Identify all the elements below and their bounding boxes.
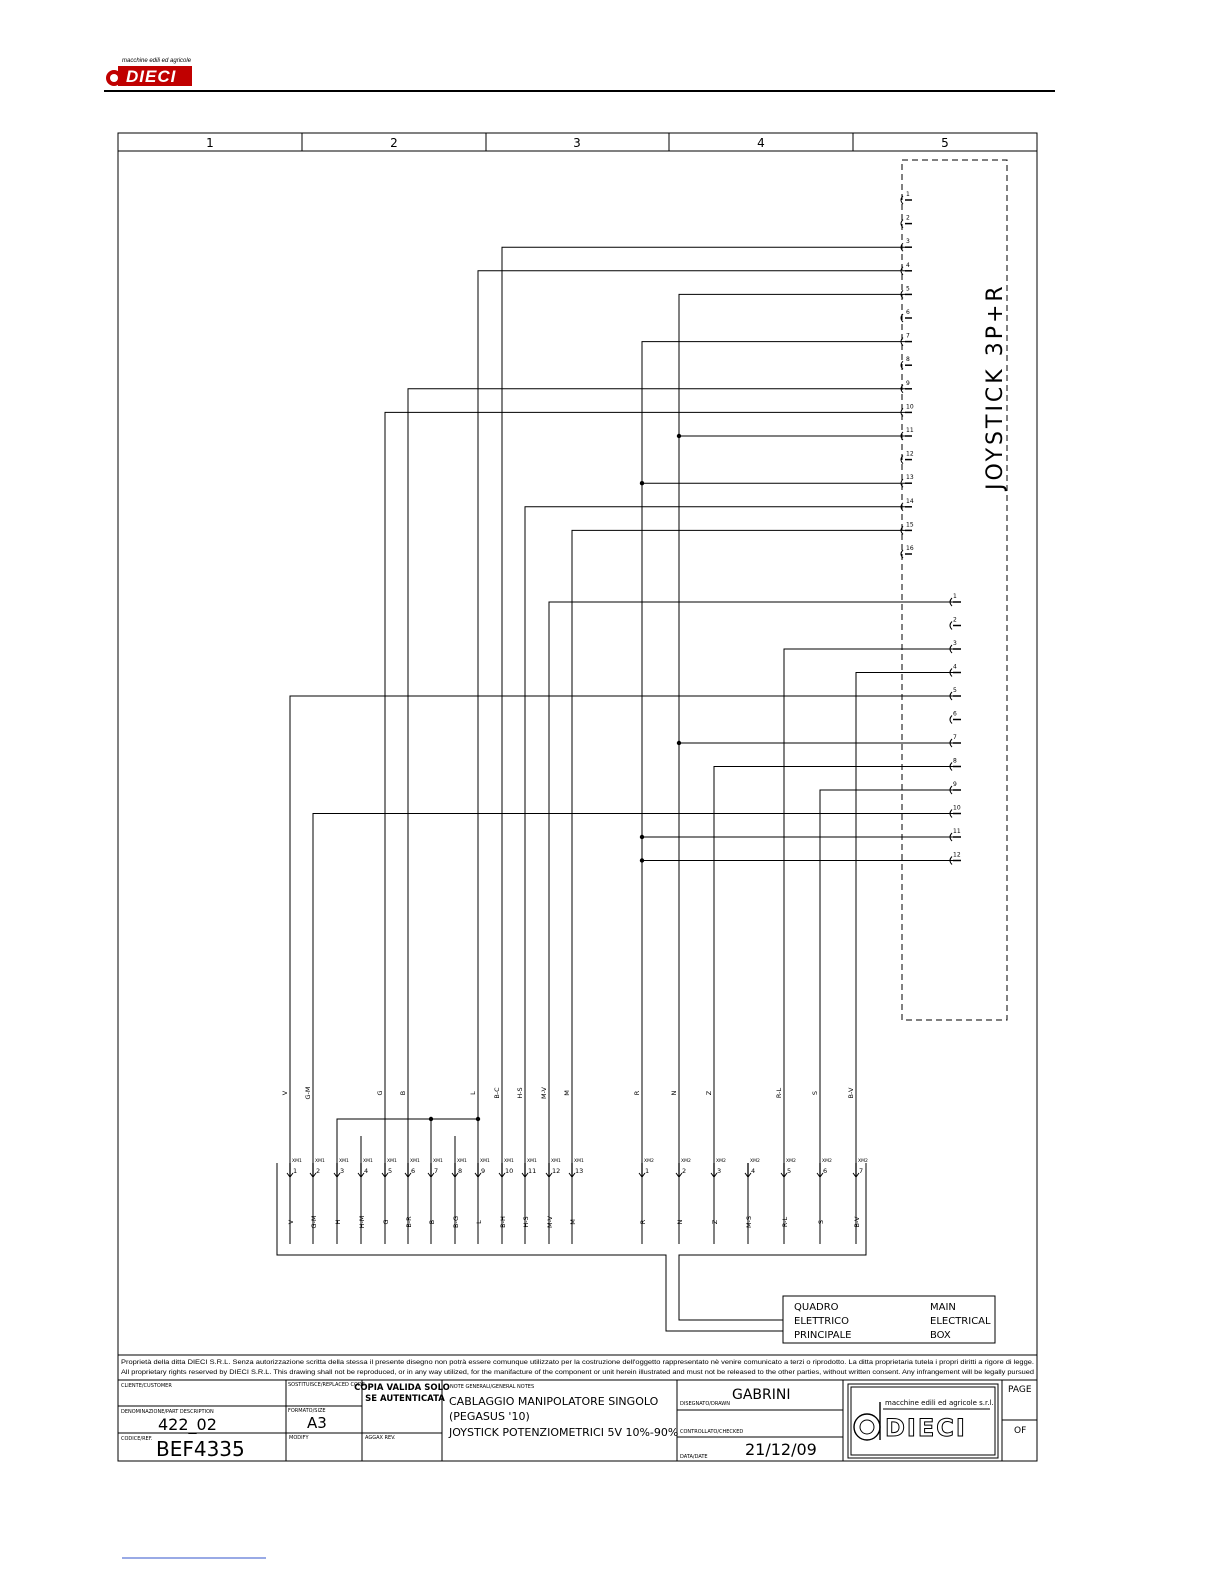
connector2-pin bbox=[950, 805, 961, 818]
terminal bbox=[546, 1158, 561, 1244]
wire-top-label: R bbox=[633, 1090, 641, 1096]
date-label: DATA/DATE bbox=[680, 1454, 708, 1460]
junction-dot bbox=[640, 858, 644, 862]
notes-line-1: CABLAGGIO MANIPOLATORE SINGOLO bbox=[449, 1395, 659, 1408]
joystick-pin-label: 1 bbox=[906, 191, 910, 198]
wire bbox=[502, 247, 905, 1163]
terminal-conn: XM1 bbox=[363, 1159, 373, 1164]
terminal-conn: XM2 bbox=[858, 1159, 868, 1164]
column-label: 1 bbox=[206, 136, 214, 150]
checked-label: CONTROLLATO/CHECKED bbox=[680, 1429, 744, 1435]
terminal-wire-label: B-R bbox=[405, 1216, 413, 1228]
terminal-conn: XM1 bbox=[551, 1159, 561, 1164]
wire bbox=[820, 790, 953, 1163]
terminal-wire-label: B-H bbox=[499, 1216, 507, 1228]
joystick-pin bbox=[901, 403, 914, 416]
connector2-pin-label: 1 bbox=[953, 593, 957, 600]
connector2-pin bbox=[950, 593, 961, 606]
terminal-pin: 6 bbox=[823, 1167, 828, 1175]
terminal bbox=[428, 1158, 443, 1244]
wire-top-label: N bbox=[670, 1090, 678, 1096]
joystick-pin bbox=[901, 309, 912, 322]
connector2-pin-label: 4 bbox=[953, 663, 957, 671]
terminal-wire-label: Z bbox=[711, 1219, 719, 1225]
joystick-pin bbox=[901, 356, 912, 369]
terminal bbox=[475, 1158, 490, 1244]
junction-dot bbox=[429, 1117, 433, 1121]
wire-top-label: R-L bbox=[775, 1087, 783, 1099]
terminal-pin: 11 bbox=[528, 1167, 537, 1175]
terminal bbox=[817, 1158, 832, 1244]
title-block-logo bbox=[854, 1399, 994, 1442]
joystick-pin-label: 10 bbox=[906, 403, 914, 411]
terminal-pin: 2 bbox=[316, 1167, 321, 1175]
wire-top-label: M-V bbox=[540, 1086, 548, 1100]
joystick-pin-label: 4 bbox=[906, 261, 910, 269]
joystick-pin bbox=[901, 238, 912, 251]
column-label: 3 bbox=[573, 136, 581, 150]
drawn-label: DISEGNATO/DRAWN bbox=[680, 1401, 730, 1407]
joystick-pin bbox=[901, 380, 912, 393]
joystick-pin bbox=[901, 285, 912, 298]
wire-top-label: B bbox=[399, 1090, 407, 1096]
wire-top-label: Z bbox=[705, 1090, 713, 1096]
connector2-pin bbox=[950, 828, 961, 841]
junction-dot bbox=[640, 835, 644, 839]
terminal-conn: XM1 bbox=[387, 1159, 397, 1164]
terminal-conn: XM1 bbox=[410, 1159, 420, 1164]
notes-line-2: (PEGASUS '10) bbox=[449, 1410, 530, 1423]
wire bbox=[408, 389, 905, 1163]
connector2-pin bbox=[950, 640, 961, 653]
terminal-conn: XM1 bbox=[457, 1159, 467, 1164]
joystick-pin-label: 16 bbox=[906, 545, 914, 552]
terminal bbox=[452, 1158, 467, 1244]
column-label: 4 bbox=[757, 136, 765, 150]
header-logo-tagline: macchine edili ed agricole bbox=[122, 58, 192, 64]
terminal-conn: XM2 bbox=[681, 1159, 691, 1164]
terminal-conn: XM1 bbox=[527, 1159, 537, 1164]
terminal-pin: 5 bbox=[787, 1167, 792, 1175]
wire bbox=[549, 602, 953, 1163]
terminal-pin: 6 bbox=[411, 1167, 416, 1175]
terminal bbox=[676, 1158, 691, 1244]
wire-top-label: G-M bbox=[304, 1086, 312, 1100]
terminal-conn: XM1 bbox=[292, 1159, 302, 1164]
connector2-pin-label: 6 bbox=[953, 710, 957, 718]
terminal-wire-label: M bbox=[569, 1219, 577, 1225]
terminal-wire-label: V bbox=[287, 1219, 295, 1225]
wire bbox=[385, 412, 905, 1163]
size-value: A3 bbox=[307, 1414, 327, 1432]
terminal-wire-label: B-V bbox=[853, 1216, 861, 1228]
joystick-pin bbox=[901, 545, 914, 558]
terminal-wire-label: H bbox=[334, 1219, 342, 1225]
terminal-conn: XM1 bbox=[480, 1159, 490, 1164]
connector2-pin-label: 2 bbox=[953, 616, 957, 624]
joystick-label: JOYSTICK 3P+R bbox=[983, 283, 1008, 490]
part-label: DENOMINAZIONE/PART DESCRIPTION bbox=[121, 1409, 214, 1415]
terminal bbox=[745, 1158, 760, 1244]
terminal bbox=[639, 1158, 654, 1244]
wire bbox=[856, 673, 953, 1164]
terminal bbox=[287, 1158, 302, 1244]
part-value: 422_02 bbox=[158, 1415, 217, 1434]
connector2-pin-label: 12 bbox=[953, 851, 961, 859]
junction-dot bbox=[677, 434, 681, 438]
joystick-pin-label: 15 bbox=[906, 521, 914, 529]
wire-top-label: S bbox=[811, 1090, 819, 1096]
copy-valid-2: SE AUTENTICATA bbox=[365, 1394, 445, 1404]
connector2-pin bbox=[950, 781, 961, 794]
code-label: CODICE/REF. bbox=[121, 1436, 153, 1442]
terminal-wire-label: H-S bbox=[522, 1216, 530, 1228]
drawing-frame bbox=[118, 133, 1037, 1461]
terminal-pin: 3 bbox=[717, 1167, 722, 1175]
junction-dot bbox=[677, 741, 681, 745]
connector2-pin-label: 9 bbox=[953, 781, 957, 788]
joystick-pin-label: 3 bbox=[906, 238, 910, 246]
joystick-pin-label: 9 bbox=[906, 379, 910, 387]
wire-top-label: M bbox=[563, 1090, 571, 1096]
terminal-pin: 13 bbox=[575, 1167, 584, 1175]
connector2-pin bbox=[950, 758, 961, 771]
joystick-pin-label: 13 bbox=[906, 474, 914, 482]
joystick-pin bbox=[901, 521, 914, 534]
wire bbox=[642, 342, 905, 1163]
customer-label: CLIENTE/CUSTOMER bbox=[121, 1383, 172, 1389]
joystick-pin bbox=[901, 262, 912, 275]
terminal-conn: XM2 bbox=[786, 1159, 796, 1164]
terminal-conn: XM1 bbox=[315, 1159, 325, 1164]
terminal-pin: 2 bbox=[682, 1167, 687, 1175]
terminal-pin: 7 bbox=[434, 1167, 439, 1175]
wire bbox=[525, 507, 905, 1163]
main-box-en-3: BOX bbox=[930, 1330, 951, 1341]
wire-top-label: B-C bbox=[493, 1087, 501, 1099]
wire bbox=[679, 294, 905, 1163]
joystick-pin bbox=[901, 498, 914, 511]
terminal-conn: XM1 bbox=[504, 1159, 514, 1164]
terminal-conn: XM1 bbox=[574, 1159, 584, 1164]
joystick-pin bbox=[901, 427, 914, 440]
joystick-pin-label: 7 bbox=[906, 332, 910, 340]
joystick-pin bbox=[901, 215, 912, 228]
drawn-value: GABRINI bbox=[732, 1387, 791, 1403]
terminal-pin: 8 bbox=[458, 1167, 463, 1175]
main-box-it-2: ELETTRICO bbox=[794, 1316, 849, 1327]
joystick-pin-label: 12 bbox=[906, 450, 914, 458]
terminal-pin: 4 bbox=[364, 1167, 369, 1175]
terminal-conn: XM2 bbox=[644, 1159, 654, 1164]
joystick-pin-label: 8 bbox=[906, 356, 910, 364]
terminal-wire-label: R bbox=[639, 1219, 647, 1225]
header-logo-text: DIECI bbox=[126, 67, 177, 86]
terminal-wire-label: G-M bbox=[310, 1215, 318, 1229]
terminal-wire-label: S bbox=[817, 1219, 825, 1225]
column-label: 2 bbox=[390, 136, 398, 150]
terminal-wire-label: M-S bbox=[745, 1215, 753, 1229]
notes-label: NOTE GENERALI/GENERAL NOTES bbox=[450, 1384, 535, 1390]
connector2-pin-label: 7 bbox=[953, 734, 957, 741]
page-label: PAGE bbox=[1008, 1385, 1032, 1395]
connector2-pin-label: 10 bbox=[953, 804, 961, 812]
terminal bbox=[382, 1158, 397, 1244]
wire bbox=[714, 767, 953, 1164]
junction-dot bbox=[640, 481, 644, 485]
title-block-logo-tagline: macchine edili ed agricole s.r.l. bbox=[885, 1399, 994, 1407]
notice-line-2: All proprietary rights reserved by DIECI S.R.L. This drawing shall not be reproduced, or in any way utilized, for the manifacture of the component or unit herein illustrated and must not be released to the other parties, without written consent. Any infrangement will be legally pursued bbox=[121, 1369, 1035, 1376]
terminal-wire-label: B-G bbox=[452, 1215, 460, 1229]
terminal-conn: XM2 bbox=[750, 1159, 760, 1164]
terminal-conn: XM2 bbox=[822, 1159, 832, 1164]
of-label: OF bbox=[1014, 1426, 1027, 1436]
wire bbox=[313, 814, 953, 1164]
connector2-pin bbox=[950, 617, 961, 630]
terminal-pin: 3 bbox=[340, 1167, 345, 1175]
notice-line-1: Proprietà della ditta DIECI S.R.L. Senza autorizzazione scritta della stessa il presente disegno non potrà essere comunque utilizzato per la costruzione dell'oggetto rappresentato nè venire comunicato a terzi o riprodotto. La ditta proprietaria tutela i propri diritti a rigore di legge. bbox=[121, 1359, 1035, 1366]
junction-dot bbox=[476, 1117, 480, 1121]
wire-top-label: H-S bbox=[516, 1087, 524, 1099]
joystick-pin-label: 5 bbox=[906, 285, 910, 293]
copy-valid-1: COPIA VALIDA SOLO bbox=[354, 1383, 450, 1393]
main-box-en-1: MAIN bbox=[930, 1302, 956, 1313]
terminal-pin: 5 bbox=[388, 1167, 393, 1175]
column-label: 5 bbox=[941, 136, 949, 150]
date-value: 21/12/09 bbox=[745, 1440, 817, 1459]
terminal-wire-label: R-L bbox=[781, 1216, 789, 1228]
terminal-pin: 1 bbox=[645, 1167, 650, 1175]
connector2-pin-label: 3 bbox=[953, 640, 957, 647]
terminal-wire-label: N bbox=[676, 1219, 684, 1225]
terminal-conn: XM2 bbox=[716, 1159, 726, 1164]
title-block-logo-text: DIECI bbox=[885, 1414, 967, 1442]
wire bbox=[572, 530, 905, 1163]
connector2-pin bbox=[950, 852, 961, 865]
terminal-pin: 1 bbox=[293, 1167, 298, 1175]
connector2-pin bbox=[950, 664, 961, 677]
terminal-pin: 10 bbox=[505, 1167, 514, 1175]
terminal-wire-label: L bbox=[475, 1220, 483, 1224]
terminal-pin: 12 bbox=[552, 1167, 561, 1175]
terminal bbox=[711, 1158, 726, 1244]
terminal-pin: 4 bbox=[751, 1167, 756, 1175]
connector2-pin-label: 5 bbox=[953, 687, 957, 694]
joystick-pin-label: 6 bbox=[906, 309, 910, 316]
joystick-pin-label: 11 bbox=[906, 427, 914, 434]
replaced-label: SOSTITUISCE/REPLACED CODE bbox=[288, 1382, 365, 1388]
terminal bbox=[358, 1158, 373, 1244]
main-box-it-3: PRINCIPALE bbox=[794, 1330, 852, 1341]
wire-top-label: L bbox=[469, 1091, 477, 1095]
connector2-pin bbox=[950, 734, 961, 747]
terminal-pin: 9 bbox=[481, 1167, 486, 1175]
terminal-conn: XM1 bbox=[339, 1159, 349, 1164]
wire bbox=[277, 1163, 783, 1331]
terminal bbox=[522, 1158, 537, 1244]
connector2-pin bbox=[950, 687, 961, 700]
terminal bbox=[334, 1158, 349, 1244]
main-box-en-2: ELECTRICAL bbox=[930, 1316, 991, 1327]
terminal-wire-label: G bbox=[382, 1219, 390, 1225]
terminal-conn: XM1 bbox=[433, 1159, 443, 1164]
terminal-wire-label: B bbox=[428, 1219, 436, 1225]
modify-label: MODIFY bbox=[289, 1435, 309, 1441]
main-box-it-1: QUADRO bbox=[794, 1302, 839, 1313]
terminal-wire-label: H-M bbox=[358, 1215, 366, 1229]
terminal bbox=[569, 1158, 584, 1244]
connector2-pin bbox=[950, 711, 961, 724]
wire bbox=[478, 271, 905, 1163]
joystick-pin-label: 14 bbox=[906, 497, 914, 505]
connector2-pin-label: 11 bbox=[953, 828, 961, 835]
wire-top-label: V bbox=[281, 1090, 289, 1096]
code-value: BEF4335 bbox=[156, 1437, 245, 1461]
wire-top-label: G bbox=[376, 1090, 384, 1096]
joystick-pin-label: 2 bbox=[906, 214, 910, 222]
joystick-pin bbox=[901, 451, 914, 464]
joystick-pin bbox=[901, 333, 912, 346]
terminal-pin: 7 bbox=[859, 1167, 864, 1175]
notes-line-3: JOYSTICK POTENZIOMETRICI 5V 10%-90% bbox=[449, 1426, 679, 1439]
size-label: FORMATO/SIZE bbox=[288, 1408, 326, 1414]
terminal bbox=[310, 1158, 325, 1244]
terminal-wire-label: M-V bbox=[546, 1215, 554, 1229]
connector2-pin-label: 8 bbox=[953, 757, 957, 765]
wire bbox=[784, 649, 953, 1163]
terminal bbox=[405, 1158, 420, 1244]
terminal bbox=[499, 1158, 514, 1244]
rev-label: AGGAX REV. bbox=[365, 1435, 396, 1441]
terminal bbox=[781, 1158, 796, 1244]
joystick-pin bbox=[901, 474, 914, 487]
wire-top-label: B-V bbox=[847, 1087, 855, 1099]
joystick-pin bbox=[901, 191, 912, 204]
